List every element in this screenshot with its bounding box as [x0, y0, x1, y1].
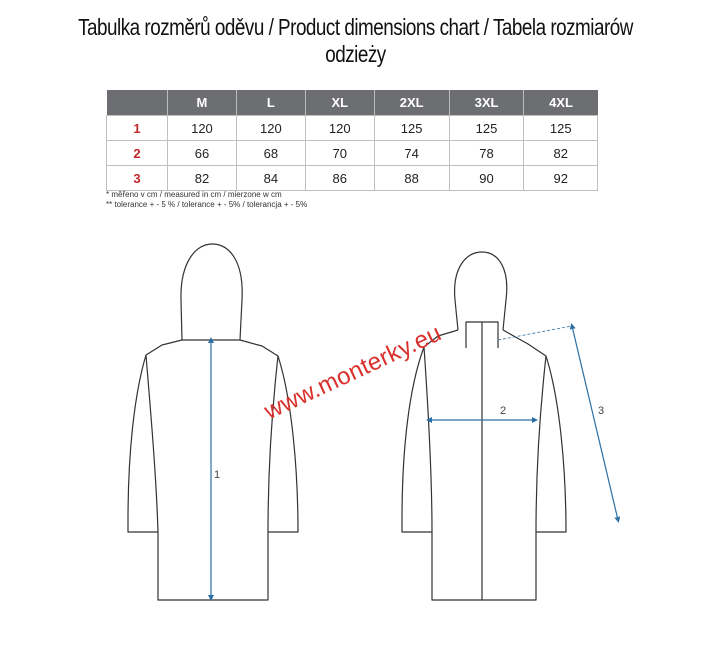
table-cell: 84 [236, 166, 305, 191]
header-size: L [236, 90, 305, 116]
table-cell: 120 [305, 116, 374, 141]
header-size: M [168, 90, 237, 116]
page-title: Tabulka rozměrů oděvu / Product dimensions chart / Tabela rozmiarów odzieży [78, 14, 633, 67]
measure-line-sleeve [498, 326, 618, 520]
measure-label-3: 3 [598, 405, 605, 417]
measure-label-2: 2 [500, 405, 507, 417]
header-size: 4XL [524, 90, 598, 116]
row-label: 1 [107, 116, 168, 141]
table-cell: 82 [524, 141, 598, 166]
table-cell: 125 [524, 116, 598, 141]
table-cell: 92 [524, 166, 598, 191]
table-cell: 88 [374, 166, 449, 191]
table-cell: 90 [449, 166, 524, 191]
header-size: 2XL [374, 90, 449, 116]
note-tolerance: ** tolerance + - 5 % / tolerance + - 5% / tolerancja + - 5% [106, 200, 308, 209]
note-units: * měřeno v cm / measured in cm / mierzone w cm [106, 190, 282, 199]
table-cell: 86 [305, 166, 374, 191]
table-cell: 74 [374, 141, 449, 166]
measure-label-1: 1 [214, 469, 221, 481]
table-cell: 120 [168, 116, 237, 141]
table-cell: 78 [449, 141, 524, 166]
row-label: 3 [107, 166, 168, 191]
table-cell: 125 [374, 116, 449, 141]
header-size: XL [305, 90, 374, 116]
table-cell: 70 [305, 141, 374, 166]
table-cell: 68 [236, 141, 305, 166]
header-size: 3XL [449, 90, 524, 116]
table-cell: 125 [449, 116, 524, 141]
watermark-text: www.monterky.eu [260, 319, 446, 426]
table-cell: 66 [168, 141, 237, 166]
table-cell: 82 [168, 166, 237, 191]
table-cell: 120 [236, 116, 305, 141]
row-label: 2 [107, 141, 168, 166]
jacket-front-outline [402, 252, 566, 600]
